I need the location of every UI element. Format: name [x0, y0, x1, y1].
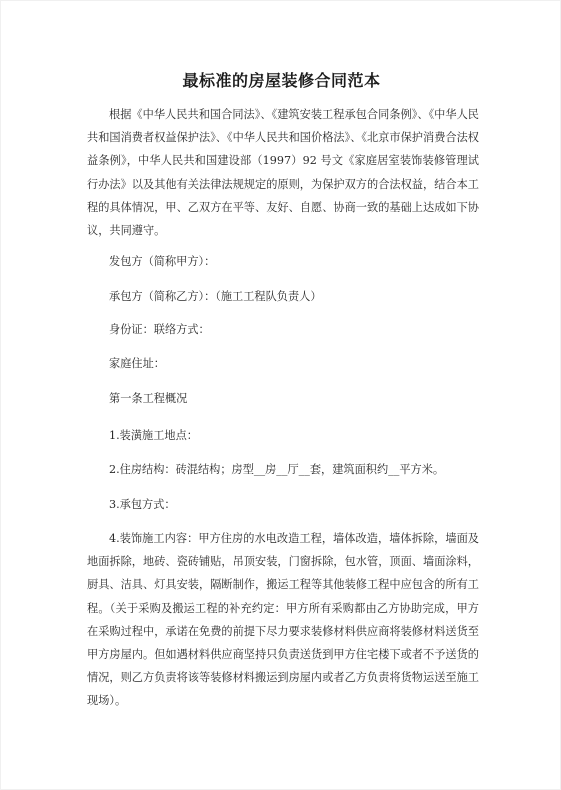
- party-a-line: 发包方（简称甲方）：: [109, 255, 216, 268]
- document-title: 最标准的房屋装修合同范本: [182, 71, 381, 90]
- article1-heading: 第一条工程概况: [109, 392, 188, 405]
- address-line: 家庭住址：: [109, 357, 165, 370]
- item2-line: 2.住房结构：砖混结构；房型__房__厅__套，建筑面积约__平方米。: [109, 463, 445, 476]
- party-b-line: 承包方（简称乙方）：（施工工程队负责人）: [109, 290, 322, 303]
- item1-line: 1.装潢施工地点：: [109, 429, 198, 442]
- item4-paragraph: 4.装饰施工内容：甲方住房的水电改造工程，墙体改造，墙体拆除，墙面及地面拆除，地砖、瓷砖铺贴，吊顶安装，门窗拆除，包水管，顶面、墙面涂料，厨具、洁具、灯具安装，隔断制作，搬运工程等其他装修工程中应包含的所有工程。（关于采购及搬运工程的补充约定：甲方所有采购都由乙方协助完成，甲方在采购过程中，承诺在免费的前提下尽力要求装修材料供应商将装修材料送货至甲方房屋内。但如遇材料供应商坚持只负责送货到甲方住宅楼下或者不予送货的情况，则乙方负责将该等装修材料搬运到房屋内或者乙方负责将货物运送至施工现场）。: [87, 532, 479, 708]
- item3-line: 3.承包方式：: [109, 498, 176, 511]
- id-contact-line: 身份证：联络方式：: [109, 323, 210, 336]
- intro-paragraph: 根据《中华人民共和国合同法》、《建筑安装工程承包合同条例》、《中华人民共和国消费者权益保护法》、《中华人民共和国价格法》、《北京市保护消费合法权益条例》，中华人民共和国建设部（1997）92 号文《家庭居室装饰装修管理试行办法》以及其他有关法律法规规定的原则，为保护双方的合法权益，结合本工程的具体情况，甲、乙双方在平等、友好、自愿、协商一致的基础上达成如下协议，共同遵守。: [87, 108, 479, 238]
